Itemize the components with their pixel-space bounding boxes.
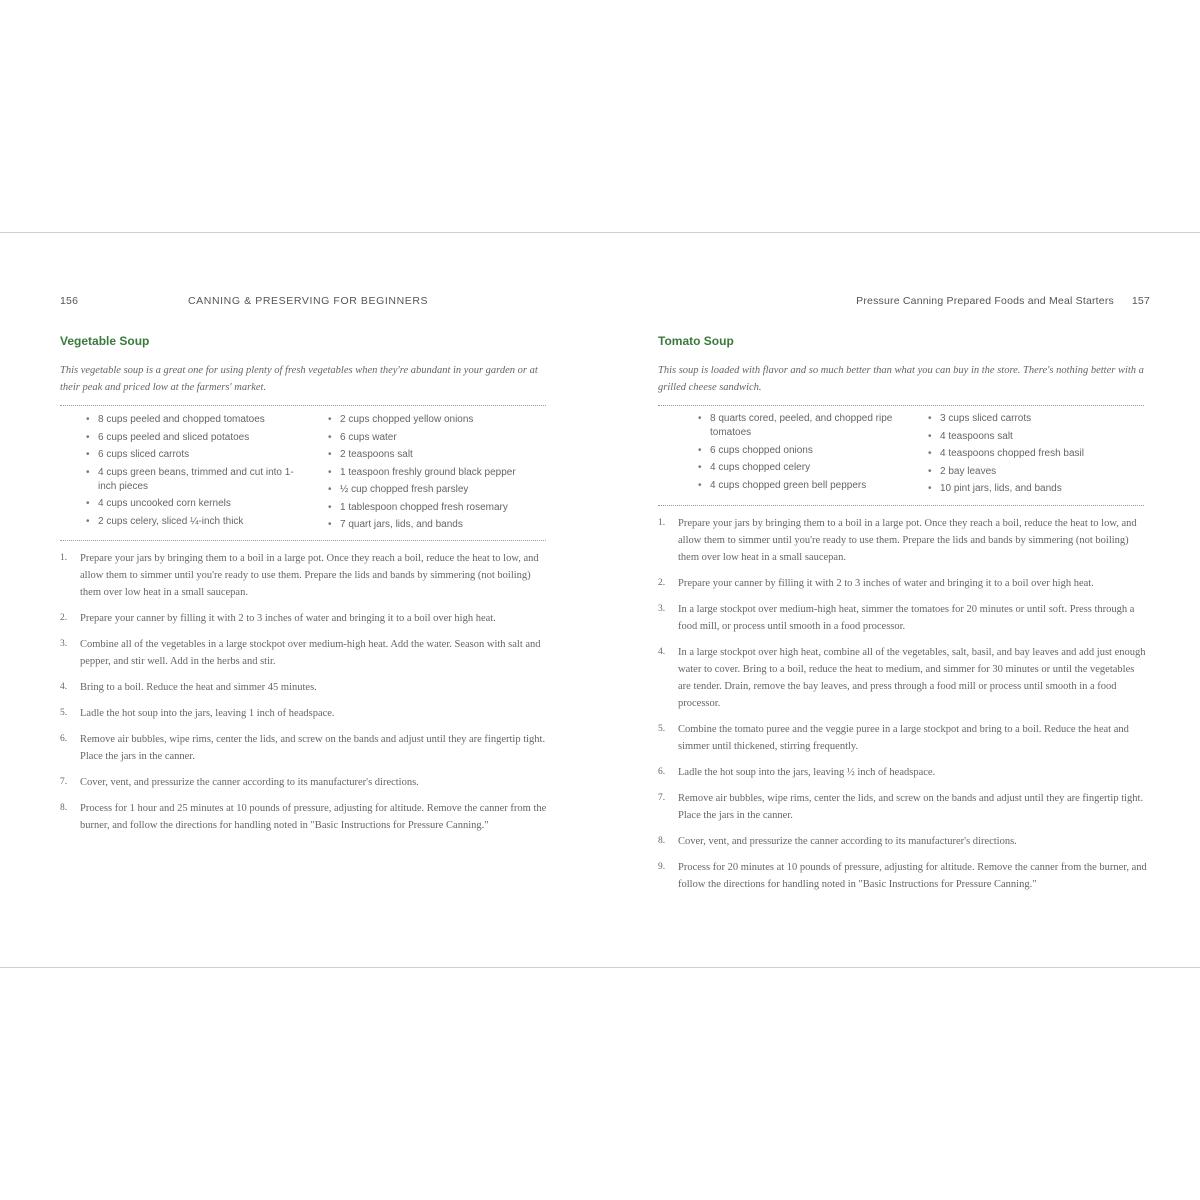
ingredient-item: • 8 quarts cored, peeled, and chopped ripe tomatoes [698,412,894,440]
ingredient-item: • 4 teaspoons chopped fresh basil [928,447,1146,461]
step-number: 1. [658,518,666,528]
step-number: 3. [658,604,666,614]
left-page-number: 156 [60,295,79,307]
step-item [60,550,550,601]
step-text: Ladle the hot soup into the jars, leaving 1 inch of headspace. [80,708,335,719]
step-number: 2. [60,613,68,623]
step-text: Process for 20 minutes at 10 pounds of pressure, adjusting for altitude. Remove the canner from the burner, and follow the directions for handling noted in "Basic Instructions for Pressure Canning." [678,862,1147,890]
ingredient-item: • 1 tablespoon chopped fresh rosemary [328,501,548,515]
step-number: 6. [658,767,666,777]
step-text: In a large stockpot over high heat, combine all of the vegetables, salt, basil, and bay leaves and add just enough water to cover. Bring to a boil, reduce the heat to medium, and simmer for 30 minutes or until the vegetables are tender. Drain, remove the bay leaves, and press through a food mill or process until smooth in a food processor. [678,647,1146,709]
tomato-soup-intro: This soup is loaded with flavor and so much better than what you can buy in the store. There's nothing better with a grilled cheese sandwich. [658,365,1144,393]
step-text: Prepare your canner by filling it with 2 to 3 inches of water and bringing it to a boil over high heat. [678,578,1094,589]
step-text: Prepare your jars by bringing them to a boil in a large pot. Once they reach a boil, reduce the heat to low, and allow them to simmer until you're ready to use them. Prepare the lids and bands by simmering (not boiling) them over low heat in a small saucepan. [80,553,539,598]
ingredient-item: • 4 cups chopped green bell peppers [698,479,894,493]
ingredient-item: • 6 cups sliced carrots [86,448,296,462]
step-item [60,731,550,765]
ingredient-item: • 6 cups water [328,431,548,445]
step-number: 9. [658,862,666,872]
step-text: Cover, vent, and pressurize the canner according to its manufacturer's directions. [80,777,419,788]
step-item [658,601,1148,635]
right-page-number: 157 [1131,295,1150,307]
step-number: 8. [658,836,666,846]
step-item [658,575,1148,592]
ingredients-column-2 [928,412,1146,500]
ingredients-column-2 [328,413,548,536]
step-text: Ladle the hot soup into the jars, leaving ½ inch of headspace. [678,767,936,778]
ingredient-item: • 4 cups chopped celery [698,461,894,475]
ingredient-item: • 2 cups celery, sliced ¼-inch thick [86,515,296,529]
ingredient-item: • 4 cups green beans, trimmed and cut into 1-inch pieces [86,466,296,494]
ingredient-item: • 2 teaspoons salt [328,448,548,462]
step-text: Bring to a boil. Reduce the heat and simmer 45 minutes. [80,682,317,693]
tomato-soup-title: Tomato Soup [658,334,734,348]
step-text: Remove air bubbles, wipe rims, center the lids, and screw on the bands and adjust until they are fingertip tight. Place the jars in the canner. [80,734,546,762]
ingredient-item: • 10 pint jars, lids, and bands [928,482,1146,496]
ingredients-bottom-rule [60,540,546,541]
left-running-head-title: CANNING & PRESERVING FOR BEGINNERS [188,295,429,307]
step-text: Combine all of the vegetables in a large stockpot over medium-high heat. Add the water. Season with salt and pepper, and stir well. Add in the herbs and stir. [80,639,541,667]
step-number: 5. [60,708,68,718]
ingredients-top-rule [658,405,1144,406]
ingredient-item: • 3 cups sliced carrots [928,412,1146,426]
step-number: 4. [658,647,666,657]
step-item [658,859,1148,893]
ingredients-top-rule [60,405,546,406]
step-number: 5. [658,724,666,734]
tomato-soup-steps [658,515,1148,902]
step-number: 1. [60,553,68,563]
right-page [658,233,1150,967]
ingredient-item: • 2 bay leaves [928,465,1146,479]
step-number: 2. [658,578,666,588]
ingredients-column-1 [698,412,894,496]
vegetable-soup-title: Vegetable Soup [60,334,150,348]
step-item [658,721,1148,755]
step-item [60,610,550,627]
step-text: Prepare your canner by filling it with 2 to 3 inches of water and bringing it to a boil over high heat. [80,613,496,624]
book-spread [0,232,1200,968]
step-item [658,644,1148,712]
ingredient-item: • 1 teaspoon freshly ground black pepper [328,466,548,480]
vegetable-soup-steps [60,550,550,843]
step-number: 4. [60,682,68,692]
step-item [60,679,550,696]
step-number: 6. [60,734,68,744]
step-item [658,833,1148,850]
step-text: Combine the tomato puree and the veggie puree in a large stockpot and bring to a boil. Reduce the heat and simmer until thickened, stirring frequently. [678,724,1129,752]
vegetable-soup-intro: This vegetable soup is a great one for using plenty of fresh vegetables when they're abundant in your garden or at their peak and priced low at the farmers' market. [60,365,538,393]
ingredient-item: • 6 cups peeled and sliced potatoes [86,431,296,445]
ingredient-item: • 2 cups chopped yellow onions [328,413,548,427]
step-number: 7. [658,793,666,803]
step-number: 8. [60,803,68,813]
step-item [658,764,1148,781]
ingredient-item: • ½ cup chopped fresh parsley [328,483,548,497]
ingredient-item: • 4 teaspoons salt [928,430,1146,444]
ingredients-column-1 [86,413,296,532]
step-text: Prepare your jars by bringing them to a boil in a large pot. Once they reach a boil, reduce the heat to low, and allow them to simmer until you're ready to use them. Prepare the lids and bands by simmering (not boiling) them over low heat in a small saucepan. [678,518,1137,563]
ingredient-item: • 8 cups peeled and chopped tomatoes [86,413,296,427]
left-page [60,233,552,967]
step-number: 3. [60,639,68,649]
step-item [658,515,1148,566]
ingredient-item: • 4 cups uncooked corn kernels [86,497,296,511]
step-item [60,705,550,722]
step-item [60,774,550,791]
step-item [60,636,550,670]
ingredients-bottom-rule [658,505,1144,506]
step-item [658,790,1148,824]
step-text: Remove air bubbles, wipe rims, center the lids, and screw on the bands and adjust until they are fingertip tight. Place the jars in the canner. [678,793,1144,821]
ingredient-item: • 7 quart jars, lids, and bands [328,518,548,532]
step-text: Process for 1 hour and 25 minutes at 10 pounds of pressure, adjusting for altitude. Remove the canner from the burner, and follow the directions for handling noted in "Basic Instructions for Pressure Canning." [80,803,547,831]
step-number: 7. [60,777,68,787]
right-running-head-title: Pressure Canning Prepared Foods and Meal Starters [856,295,1114,307]
step-text: In a large stockpot over medium-high heat, simmer the tomatoes for 20 minutes or until soft. Press through a food mill, or process until smooth in a food processor. [678,604,1135,632]
step-text: Cover, vent, and pressurize the canner according to its manufacturer's directions. [678,836,1017,847]
ingredient-item: • 6 cups chopped onions [698,444,894,458]
step-item [60,800,550,834]
